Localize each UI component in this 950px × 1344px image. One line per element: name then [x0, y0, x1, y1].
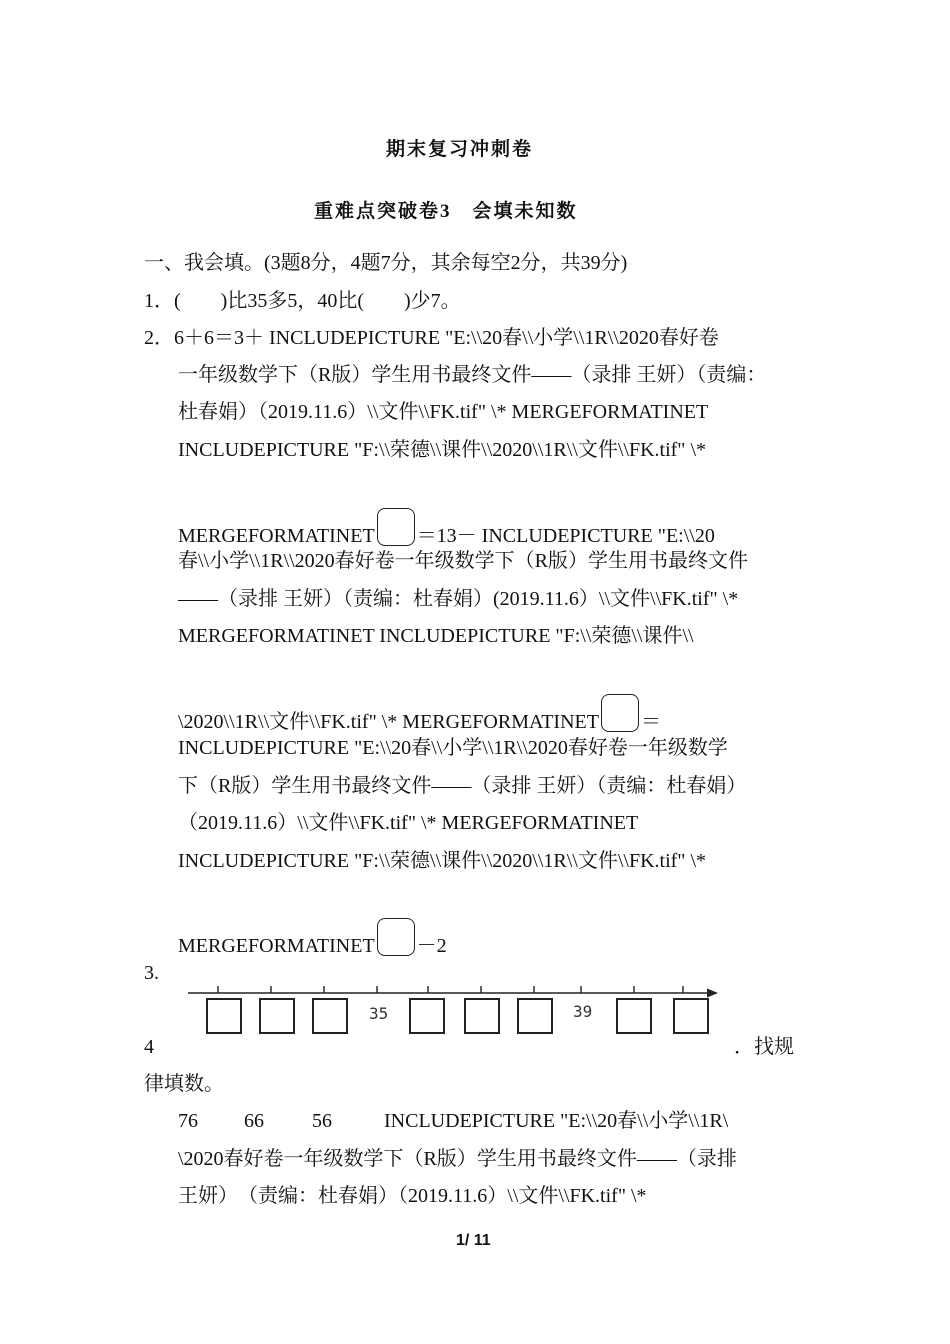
question-2-line-6: 春\\小学\\1R\\2020春好卷一年级数学下（R版）学生用书最终文件: [178, 550, 749, 572]
question-4-number: 4: [144, 1036, 154, 1058]
page-number: 1/ 11: [456, 1232, 491, 1249]
question-4-line-3: 王妍） （责编：杜春娟）（2019.11.6）\\文件\\FK.tif" \*: [178, 1185, 647, 1207]
field-code-text: MERGEFORMATINET: [178, 525, 375, 547]
page-title: 期末复习冲刺卷: [386, 139, 534, 160]
number-line-answer-box[interactable]: [409, 998, 445, 1034]
answer-box[interactable]: [601, 694, 639, 732]
question-1: 1．( )比35多5，40比( )少7。: [144, 290, 461, 312]
answer-box[interactable]: [377, 918, 415, 956]
equation-text: －2: [416, 935, 447, 957]
number-line-answer-box[interactable]: [464, 998, 500, 1034]
number-line-answer-box[interactable]: [616, 998, 652, 1034]
question-2-line-4: INCLUDEPICTURE "F:\\荣德\\课件\\2020\\1R\\文件\\FK.tif" \*: [178, 439, 707, 461]
question-4-line-2: \2020春好卷一年级数学下（R版）学生用书最终文件——（录排: [178, 1148, 737, 1170]
sequence-value: 66: [244, 1110, 264, 1132]
number-line-label-35: 35: [369, 1004, 389, 1023]
question-2-line-11: 下（R版）学生用书最终文件——（录排 王妍）（责编：杜春娟）: [178, 775, 747, 797]
question-2-line-14: [178, 918, 447, 959]
question-2-line-8: MERGEFORMATINET INCLUDEPICTURE "F:\\荣德\\课件\\: [178, 625, 694, 647]
arrow-head-icon: [707, 989, 718, 998]
number-line-answer-box[interactable]: [673, 998, 709, 1034]
number-line-answer-box[interactable]: [312, 998, 348, 1034]
question-2-line-5: [178, 508, 715, 549]
number-line-answer-box[interactable]: [206, 998, 242, 1034]
field-code-text: INCLUDEPICTURE "E:\\20春\\小学\\1R\: [384, 1110, 729, 1132]
question-2-line-9: [178, 694, 661, 735]
sequence-value: 76: [178, 1110, 198, 1132]
equation-text: ＝: [640, 711, 661, 733]
number-line-answer-box[interactable]: [259, 998, 295, 1034]
section-heading: 一、我会填。(3题8分，4题7分，其余每空2分，共39分): [144, 252, 628, 274]
number-line-label-39: 39: [573, 1002, 593, 1021]
equation-text: ＝13－ INCLUDEPICTURE "E:\\20: [416, 525, 715, 547]
question-2-line-10: INCLUDEPICTURE "E:\\20春\\小学\\1R\\2020春好卷一年级数学: [178, 737, 728, 759]
field-code-text: \2020\\1R\\文件\\FK.tif" \* MERGEFORMATINET: [178, 711, 599, 733]
field-code-text: MERGEFORMATINET: [178, 935, 375, 957]
answer-box[interactable]: [377, 508, 415, 546]
number-line-answer-box[interactable]: [517, 998, 553, 1034]
question-2-line-1: 2．6＋6＝3＋ INCLUDEPICTURE "E:\\20春\\小学\\1R\\2020春好卷: [144, 327, 719, 349]
question-2-line-2: 一年级数学下（R版）学生用书最终文件——（录排 王妍）（责编：: [178, 364, 767, 386]
question-3-number: 3.: [144, 962, 159, 984]
sequence-value: 56: [312, 1110, 332, 1132]
question-4-label-cont: 律填数。: [144, 1073, 224, 1095]
question-2-line-12: （2019.11.6）\\文件\\FK.tif" \* MERGEFORMATINET: [178, 812, 639, 834]
question-2-line-7: ——（录排 王妍）（责编：杜春娟）(2019.11.6）\\文件\\FK.tif" \*: [178, 588, 739, 610]
question-2-line-3: 杜春娟）（2019.11.6）\\文件\\FK.tif" \* MERGEFORMATINET: [178, 401, 709, 423]
page-subtitle: 重难点突破卷3 会填未知数: [314, 201, 578, 222]
question-4-label: ．找规: [734, 1036, 794, 1058]
question-2-line-13: INCLUDEPICTURE "F:\\荣德\\课件\\2020\\1R\\文件\\FK.tif" \*: [178, 850, 707, 872]
